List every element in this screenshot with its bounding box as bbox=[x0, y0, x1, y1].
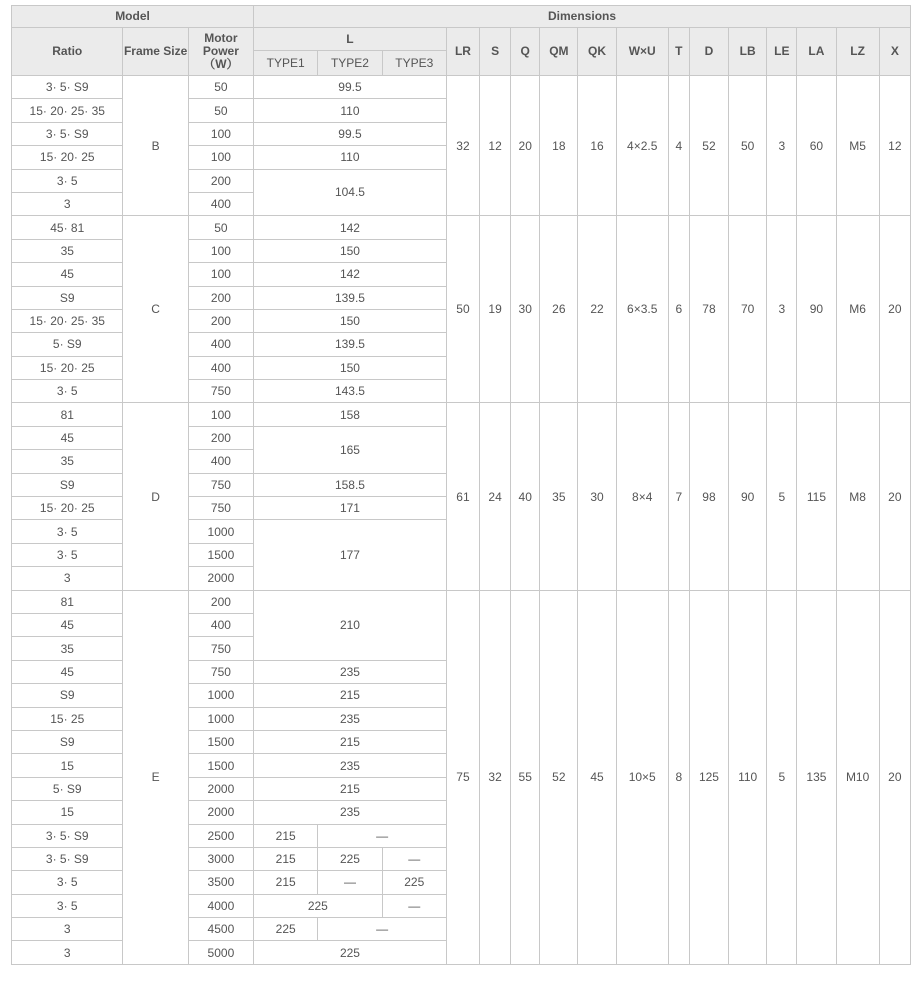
motor-power-cell: 400 bbox=[188, 613, 253, 636]
motor-power-cell: 2000 bbox=[188, 777, 253, 800]
motor-power-cell: 5000 bbox=[188, 941, 253, 964]
l-value-cell: 165 bbox=[254, 426, 447, 473]
dim-lz-cell: M5 bbox=[836, 76, 879, 216]
dim-t-cell: 4 bbox=[668, 76, 689, 216]
dim-le-cell: 5 bbox=[767, 403, 797, 590]
table-row bbox=[12, 216, 911, 239]
dim-header-d: D bbox=[689, 28, 728, 76]
type1-header: TYPE1 bbox=[254, 51, 318, 76]
motor-power-cell: 3500 bbox=[188, 871, 253, 894]
dim-lr-cell: 61 bbox=[446, 403, 479, 590]
dim-d-cell: 98 bbox=[689, 403, 728, 590]
dim-qk-cell: 30 bbox=[578, 403, 616, 590]
motor-power-cell: 2000 bbox=[188, 801, 253, 824]
ratio-cell: 3· 5· S9 bbox=[12, 824, 123, 847]
dim-x-cell: 12 bbox=[879, 76, 910, 216]
l-value-cell: 99.5 bbox=[254, 76, 447, 99]
table-header bbox=[12, 6, 911, 76]
l-value-cell: 225 bbox=[254, 941, 447, 964]
dim-wxu-cell: 10×5 bbox=[616, 590, 668, 964]
ratio-cell: 3· 5· S9 bbox=[12, 76, 123, 99]
ratio-cell: 3 bbox=[12, 918, 123, 941]
motor-power-cell: 1500 bbox=[188, 754, 253, 777]
dim-lz-cell: M8 bbox=[836, 403, 879, 590]
ratio-cell: 15· 20· 25 bbox=[12, 146, 123, 169]
dim-la-cell: 90 bbox=[797, 216, 836, 403]
dim-d-cell: 52 bbox=[689, 76, 728, 216]
dimensions-header: Dimensions bbox=[254, 6, 911, 28]
model-header: Model bbox=[12, 6, 254, 28]
dim-lb-cell: 90 bbox=[729, 403, 767, 590]
l-value-cell: 110 bbox=[254, 99, 447, 122]
dim-q-cell: 20 bbox=[511, 76, 540, 216]
l-value-cell: 110 bbox=[254, 146, 447, 169]
dim-lb-cell: 110 bbox=[729, 590, 767, 964]
l-value-cell: ― bbox=[318, 871, 382, 894]
motor-power-cell: 200 bbox=[188, 309, 253, 332]
dim-header-q: Q bbox=[511, 28, 540, 76]
type3-header: TYPE3 bbox=[382, 51, 446, 76]
ratio-cell: 35 bbox=[12, 450, 123, 473]
dim-header-lz: LZ bbox=[836, 28, 879, 76]
dim-t-cell: 6 bbox=[668, 216, 689, 403]
ratio-cell: 3· 5· S9 bbox=[12, 122, 123, 145]
ratio-cell: 3· 5 bbox=[12, 380, 123, 403]
l-value-cell: 225 bbox=[254, 894, 383, 917]
motor-power-cell: 50 bbox=[188, 76, 253, 99]
dim-d-cell: 78 bbox=[689, 216, 728, 403]
dim-lz-cell: M6 bbox=[836, 216, 879, 403]
motor-power-cell: 3000 bbox=[188, 847, 253, 870]
l-value-cell: ― bbox=[382, 894, 446, 917]
l-value-cell: 225 bbox=[318, 847, 382, 870]
ratio-cell: 15 bbox=[12, 801, 123, 824]
motor-power-cell: 2500 bbox=[188, 824, 253, 847]
dim-qk-cell: 22 bbox=[578, 216, 616, 403]
l-value-cell: 225 bbox=[254, 918, 318, 941]
dim-le-cell: 3 bbox=[767, 76, 797, 216]
dim-x-cell: 20 bbox=[879, 216, 910, 403]
l-value-cell: 235 bbox=[254, 801, 447, 824]
motor-power-cell: 200 bbox=[188, 590, 253, 613]
l-value-cell: 210 bbox=[254, 590, 447, 660]
ratio-cell: 15· 20· 25· 35 bbox=[12, 309, 123, 332]
ratio-cell: 45 bbox=[12, 263, 123, 286]
ratio-cell: 5· S9 bbox=[12, 777, 123, 800]
l-value-cell: ― bbox=[382, 847, 446, 870]
l-value-cell: 139.5 bbox=[254, 286, 447, 309]
ratio-cell: 3· 5 bbox=[12, 543, 123, 566]
ratio-cell: 81 bbox=[12, 403, 123, 426]
motor-power-cell: 1000 bbox=[188, 707, 253, 730]
motor-power-cell: 100 bbox=[188, 146, 253, 169]
motor-power-cell: 750 bbox=[188, 473, 253, 496]
dim-le-cell: 3 bbox=[767, 216, 797, 403]
ratio-cell: 3· 5 bbox=[12, 169, 123, 192]
motor-power-cell: 200 bbox=[188, 286, 253, 309]
dim-lb-cell: 70 bbox=[729, 216, 767, 403]
dim-x-cell: 20 bbox=[879, 590, 910, 964]
l-value-cell: 235 bbox=[254, 754, 447, 777]
ratio-cell: 3 bbox=[12, 192, 123, 215]
dim-qm-cell: 52 bbox=[540, 590, 578, 964]
l-value-cell: 235 bbox=[254, 660, 447, 683]
ratio-cell: S9 bbox=[12, 473, 123, 496]
dim-la-cell: 115 bbox=[797, 403, 836, 590]
motor-power-cell: 200 bbox=[188, 426, 253, 449]
dim-q-cell: 40 bbox=[511, 403, 540, 590]
dim-s-cell: 24 bbox=[480, 403, 511, 590]
type2-header: TYPE2 bbox=[318, 51, 382, 76]
ratio-cell: S9 bbox=[12, 286, 123, 309]
ratio-cell: 35 bbox=[12, 239, 123, 262]
motor-power-cell: 400 bbox=[188, 356, 253, 379]
dim-header-qk: QK bbox=[578, 28, 616, 76]
motor-power-cell: 1000 bbox=[188, 520, 253, 543]
spec-table-container bbox=[11, 5, 911, 965]
dim-header-s: S bbox=[480, 28, 511, 76]
dim-lr-cell: 75 bbox=[446, 590, 479, 964]
dim-header-qm: QM bbox=[540, 28, 578, 76]
dim-t-cell: 7 bbox=[668, 403, 689, 590]
frame-size-cell: E bbox=[123, 590, 188, 964]
dim-header-t: T bbox=[668, 28, 689, 76]
dim-header-x: X bbox=[879, 28, 910, 76]
motor-power-header: Motor Power （W） bbox=[188, 28, 253, 76]
l-value-cell: 215 bbox=[254, 847, 318, 870]
dim-q-cell: 55 bbox=[511, 590, 540, 964]
dim-s-cell: 12 bbox=[480, 76, 511, 216]
table-row bbox=[12, 403, 911, 426]
motor-power-cell: 50 bbox=[188, 99, 253, 122]
dim-la-cell: 60 bbox=[797, 76, 836, 216]
dim-qm-cell: 26 bbox=[540, 216, 578, 403]
ratio-cell: 3· 5 bbox=[12, 520, 123, 543]
l-value-cell: 139.5 bbox=[254, 333, 447, 356]
l-value-cell: 150 bbox=[254, 309, 447, 332]
ratio-cell: 45 bbox=[12, 613, 123, 636]
table-row bbox=[12, 76, 911, 99]
motor-power-cell: 100 bbox=[188, 122, 253, 145]
l-value-cell: 142 bbox=[254, 263, 447, 286]
l-value-cell: 99.5 bbox=[254, 122, 447, 145]
table-row bbox=[12, 590, 911, 613]
dim-header-le: LE bbox=[767, 28, 797, 76]
motor-power-cell: 400 bbox=[188, 333, 253, 356]
ratio-cell: 45· 81 bbox=[12, 216, 123, 239]
dim-lr-cell: 32 bbox=[446, 76, 479, 216]
ratio-cell: 3 bbox=[12, 941, 123, 964]
l-value-cell: 177 bbox=[254, 520, 447, 590]
ratio-cell: 15· 25 bbox=[12, 707, 123, 730]
l-value-cell: 215 bbox=[254, 871, 318, 894]
motor-power-cell: 100 bbox=[188, 239, 253, 262]
l-value-cell: 215 bbox=[254, 824, 318, 847]
dim-x-cell: 20 bbox=[879, 403, 910, 590]
motor-power-cell: 50 bbox=[188, 216, 253, 239]
dim-qm-cell: 35 bbox=[540, 403, 578, 590]
ratio-cell: 5· S9 bbox=[12, 333, 123, 356]
l-value-cell: 225 bbox=[382, 871, 446, 894]
motor-power-cell: 2000 bbox=[188, 567, 253, 590]
l-value-cell: 158.5 bbox=[254, 473, 447, 496]
dimensions-spec-table bbox=[11, 5, 911, 965]
ratio-cell: 15· 20· 25 bbox=[12, 497, 123, 520]
ratio-cell: S9 bbox=[12, 730, 123, 753]
l-value-cell: 143.5 bbox=[254, 380, 447, 403]
dim-qk-cell: 16 bbox=[578, 76, 616, 216]
frame-size-cell: D bbox=[123, 403, 188, 590]
dim-q-cell: 30 bbox=[511, 216, 540, 403]
ratio-cell: 35 bbox=[12, 637, 123, 660]
motor-power-cell: 400 bbox=[188, 450, 253, 473]
l-value-cell: 215 bbox=[254, 777, 447, 800]
ratio-cell: 15· 20· 25· 35 bbox=[12, 99, 123, 122]
l-value-cell: ― bbox=[318, 824, 447, 847]
frame-size-header: Frame Size bbox=[123, 28, 188, 76]
l-header: L bbox=[254, 28, 447, 51]
dim-qk-cell: 45 bbox=[578, 590, 616, 964]
motor-power-cell: 750 bbox=[188, 380, 253, 403]
motor-power-cell: 1000 bbox=[188, 684, 253, 707]
dim-wxu-cell: 6×3.5 bbox=[616, 216, 668, 403]
ratio-cell: 3· 5 bbox=[12, 894, 123, 917]
ratio-cell: 15· 20· 25 bbox=[12, 356, 123, 379]
dim-t-cell: 8 bbox=[668, 590, 689, 964]
dim-wxu-cell: 4×2.5 bbox=[616, 76, 668, 216]
ratio-cell: S9 bbox=[12, 684, 123, 707]
ratio-cell: 81 bbox=[12, 590, 123, 613]
frame-size-cell: B bbox=[123, 76, 188, 216]
dim-d-cell: 125 bbox=[689, 590, 728, 964]
motor-power-cell: 200 bbox=[188, 169, 253, 192]
l-value-cell: 215 bbox=[254, 730, 447, 753]
ratio-cell: 3· 5 bbox=[12, 871, 123, 894]
ratio-header: Ratio bbox=[12, 28, 123, 76]
dim-lr-cell: 50 bbox=[446, 216, 479, 403]
motor-power-cell: 750 bbox=[188, 497, 253, 520]
dim-la-cell: 135 bbox=[797, 590, 836, 964]
frame-size-cell: C bbox=[123, 216, 188, 403]
table-body bbox=[12, 76, 911, 965]
motor-power-cell: 750 bbox=[188, 660, 253, 683]
l-value-cell: 235 bbox=[254, 707, 447, 730]
l-value-cell: 104.5 bbox=[254, 169, 447, 216]
dim-s-cell: 19 bbox=[480, 216, 511, 403]
ratio-cell: 45 bbox=[12, 660, 123, 683]
dim-header-la: LA bbox=[797, 28, 836, 76]
ratio-cell: 15 bbox=[12, 754, 123, 777]
motor-power-cell: 4500 bbox=[188, 918, 253, 941]
l-value-cell: 142 bbox=[254, 216, 447, 239]
dim-header-wxu: W×U bbox=[616, 28, 668, 76]
l-value-cell: 171 bbox=[254, 497, 447, 520]
motor-power-cell: 1500 bbox=[188, 730, 253, 753]
ratio-cell: 3 bbox=[12, 567, 123, 590]
l-value-cell: 150 bbox=[254, 239, 447, 262]
ratio-cell: 3· 5· S9 bbox=[12, 847, 123, 870]
dim-lb-cell: 50 bbox=[729, 76, 767, 216]
dim-s-cell: 32 bbox=[480, 590, 511, 964]
motor-power-cell: 100 bbox=[188, 263, 253, 286]
motor-power-cell: 750 bbox=[188, 637, 253, 660]
l-value-cell: ― bbox=[318, 918, 447, 941]
dim-header-lb: LB bbox=[729, 28, 767, 76]
dim-header-lr: LR bbox=[446, 28, 479, 76]
l-value-cell: 158 bbox=[254, 403, 447, 426]
motor-power-cell: 4000 bbox=[188, 894, 253, 917]
motor-power-cell: 1500 bbox=[188, 543, 253, 566]
motor-power-cell: 100 bbox=[188, 403, 253, 426]
dim-wxu-cell: 8×4 bbox=[616, 403, 668, 590]
l-value-cell: 150 bbox=[254, 356, 447, 379]
motor-power-cell: 400 bbox=[188, 192, 253, 215]
dim-lz-cell: M10 bbox=[836, 590, 879, 964]
dim-qm-cell: 18 bbox=[540, 76, 578, 216]
ratio-cell: 45 bbox=[12, 426, 123, 449]
l-value-cell: 215 bbox=[254, 684, 447, 707]
dim-le-cell: 5 bbox=[767, 590, 797, 964]
